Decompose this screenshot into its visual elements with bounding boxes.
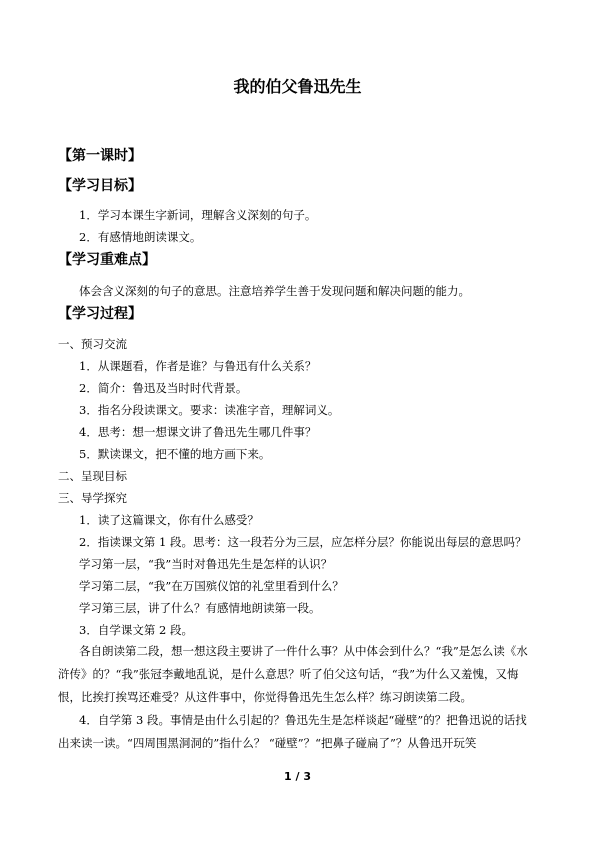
process-section-explore: 三、导学探究 — [58, 491, 127, 505]
explore-item: 学习第二层，“我”在万国殡仪馆的礼堂里看到什么？ — [79, 579, 344, 593]
preview-item: 3．指名分段读课文。要求：读准字音，理解词义。 — [79, 403, 340, 417]
lesson-heading: 【第一课时】 — [58, 148, 142, 164]
process-heading: 【学习过程】 — [58, 306, 142, 322]
explore-item: 3．自学课文第 2 段。 — [79, 623, 193, 637]
key-points-heading: 【学习重难点】 — [58, 252, 156, 268]
preview-item: 5．默读课文，把不懂的地方画下来。 — [79, 447, 271, 461]
preview-item: 2．简介：鲁迅及当时时代背景。 — [79, 381, 248, 395]
goals-heading: 【学习目标】 — [58, 178, 142, 194]
paragraph-section-2: 各自朗读第二段，想一想这段主要讲了一件什么事？从中体会到什么？“我”是怎么读《水浒传》的？“我”张冠李戴地乱说，是什么意思？听了伯父这句话，“我”为什么又羞愧，又悔恨，比挨打挨骂还难受？从这件事中，你觉得鲁迅先生怎么样？练习朗读第二段。 — [58, 644, 528, 704]
explore-item: 学习第一层，“我”当时对鲁迅先生是怎样的认识？ — [79, 557, 333, 571]
preview-item: 4．思考：想一想课文讲了鲁迅先生哪几件事？ — [79, 425, 317, 439]
explore-item: 1．读了这篇课文，你有什么感受？ — [79, 513, 259, 527]
goal-item: 1．学习本课生字新词，理解含义深刻的句子。 — [79, 208, 317, 222]
explore-item: 2．指读课文第 1 段。思考：这一段若分为三层，应怎样分层？你能说出每层的意思吗？ — [79, 535, 527, 549]
page-number: 1 / 3 — [284, 770, 311, 783]
paragraph-section-3: 4．自学第 3 段。事情是由什么引起的？鲁迅先生是怎样谈起“碰壁”的？把鲁迅说的话找出来读一读。“四周围黑洞洞的”指什么？ “碰壁”？“把鼻子碰扁了”？从鲁迅开玩笑 — [58, 713, 527, 750]
explore-item: 学习第三层，讲了什么？有感情地朗读第一段。 — [79, 601, 321, 615]
goal-item: 2．有感情地朗读课文。 — [79, 230, 202, 244]
document-title: 我的伯父鲁迅先生 — [233, 77, 362, 96]
process-section-preview: 一、预习交流 — [58, 337, 127, 351]
process-section-goals: 二、呈现目标 — [58, 469, 127, 483]
key-points-text: 体会含义深刻的句子的意思。注意培养学生善于发现问题和解决问题的能力。 — [79, 284, 470, 298]
preview-item: 1．从课题看，作者是谁？与鲁迅有什么关系？ — [79, 359, 317, 373]
